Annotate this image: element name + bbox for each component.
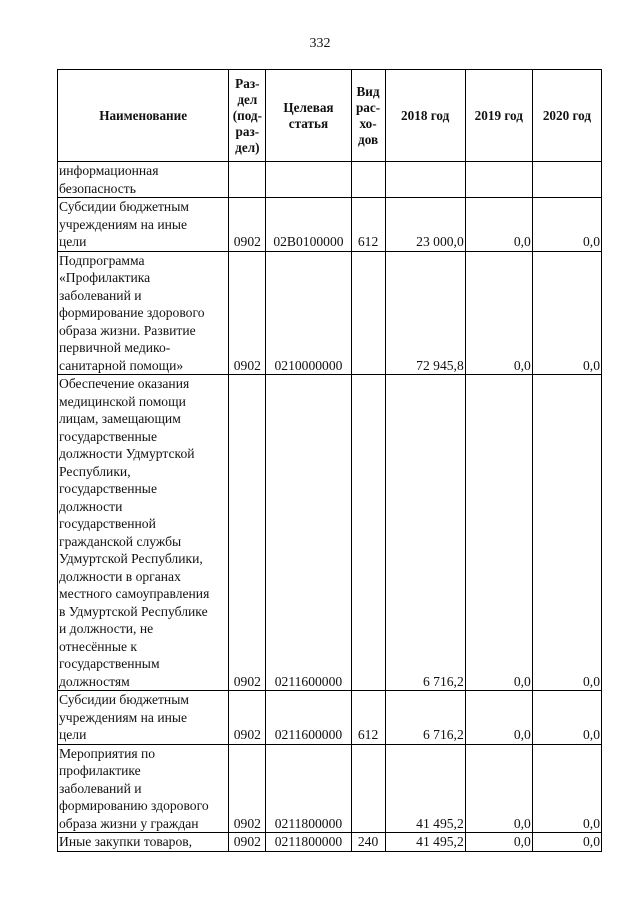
row-2019: 0,0	[465, 375, 532, 691]
table-row	[58, 691, 602, 745]
row-2020: 0,0	[532, 833, 601, 852]
row-2019: 0,0	[465, 691, 532, 745]
header-2018: 2018 год	[385, 70, 465, 162]
row-razdel	[229, 162, 266, 198]
row-2020: 0,0	[532, 744, 601, 833]
row-vid: 612	[351, 691, 385, 745]
row-2020	[532, 162, 601, 198]
row-2019: 0,0	[465, 251, 532, 375]
table-row	[58, 833, 602, 852]
row-name: информационная безопасность	[58, 162, 229, 198]
table-row	[58, 198, 602, 252]
row-2019	[465, 162, 532, 198]
row-name: Иные закупки товаров,	[58, 833, 229, 852]
row-vid	[351, 162, 385, 198]
row-statya: 0211800000	[266, 744, 351, 833]
row-name: Обеспечение оказания медицинской помощи лицам, замещающим государственные должности Удмуртской Республики, государственные должности государственной гражданской службы Удмуртской Республики, должности в органах местного самоуправления в Удмуртской Республике и должности, не отнесённые к государственным должностям	[58, 375, 229, 691]
row-razdel: 0902	[229, 691, 266, 745]
row-razdel: 0902	[229, 375, 266, 691]
row-2018: 41 495,2	[385, 744, 465, 833]
row-razdel: 0902	[229, 251, 266, 375]
budget-table	[57, 69, 602, 852]
table-row	[58, 162, 602, 198]
row-vid	[351, 251, 385, 375]
table-row	[58, 251, 602, 375]
row-2018: 6 716,2	[385, 375, 465, 691]
row-2020: 0,0	[532, 691, 601, 745]
row-2020: 0,0	[532, 375, 601, 691]
row-vid	[351, 744, 385, 833]
header-2020: 2020 год	[532, 70, 601, 162]
row-2018: 6 716,2	[385, 691, 465, 745]
row-statya: 0210000000	[266, 251, 351, 375]
row-statya: 0211600000	[266, 691, 351, 745]
row-2020: 0,0	[532, 198, 601, 252]
row-2018: 41 495,2	[385, 833, 465, 852]
row-2019: 0,0	[465, 198, 532, 252]
row-name: Мероприятия по профилактике заболеваний и формированию здорового образа жизни у граждан	[58, 744, 229, 833]
row-vid: 612	[351, 198, 385, 252]
header-razdel: Раз- дел (под- раз- дел)	[229, 70, 266, 162]
row-vid	[351, 375, 385, 691]
row-razdel: 0902	[229, 833, 266, 852]
row-statya: 02В0100000	[266, 198, 351, 252]
row-name: Субсидии бюджетным учреждениям на иные цели	[58, 198, 229, 252]
row-razdel: 0902	[229, 198, 266, 252]
row-statya: 0211800000	[266, 833, 351, 852]
header-row	[58, 70, 602, 162]
row-name: Субсидии бюджетным учреждениям на иные цели	[58, 691, 229, 745]
header-statya: Целевая статья	[266, 70, 351, 162]
row-2020: 0,0	[532, 251, 601, 375]
row-vid: 240	[351, 833, 385, 852]
row-2019: 0,0	[465, 833, 532, 852]
header-name: Наименование	[58, 70, 229, 162]
table-row	[58, 744, 602, 833]
row-2018	[385, 162, 465, 198]
row-name: Подпрограмма «Профилактика заболеваний и формирование здорового образа жизни. Развитие первичной медико- санитарной помощи»	[58, 251, 229, 375]
row-statya: 0211600000	[266, 375, 351, 691]
row-statya	[266, 162, 351, 198]
page-number: 332	[309, 36, 331, 51]
row-2018: 23 000,0	[385, 198, 465, 252]
row-razdel: 0902	[229, 744, 266, 833]
table-row	[58, 375, 602, 691]
row-2018: 72 945,8	[385, 251, 465, 375]
row-2019: 0,0	[465, 744, 532, 833]
header-vid: Вид рас- хо- дов	[351, 70, 385, 162]
header-2019: 2019 год	[465, 70, 532, 162]
